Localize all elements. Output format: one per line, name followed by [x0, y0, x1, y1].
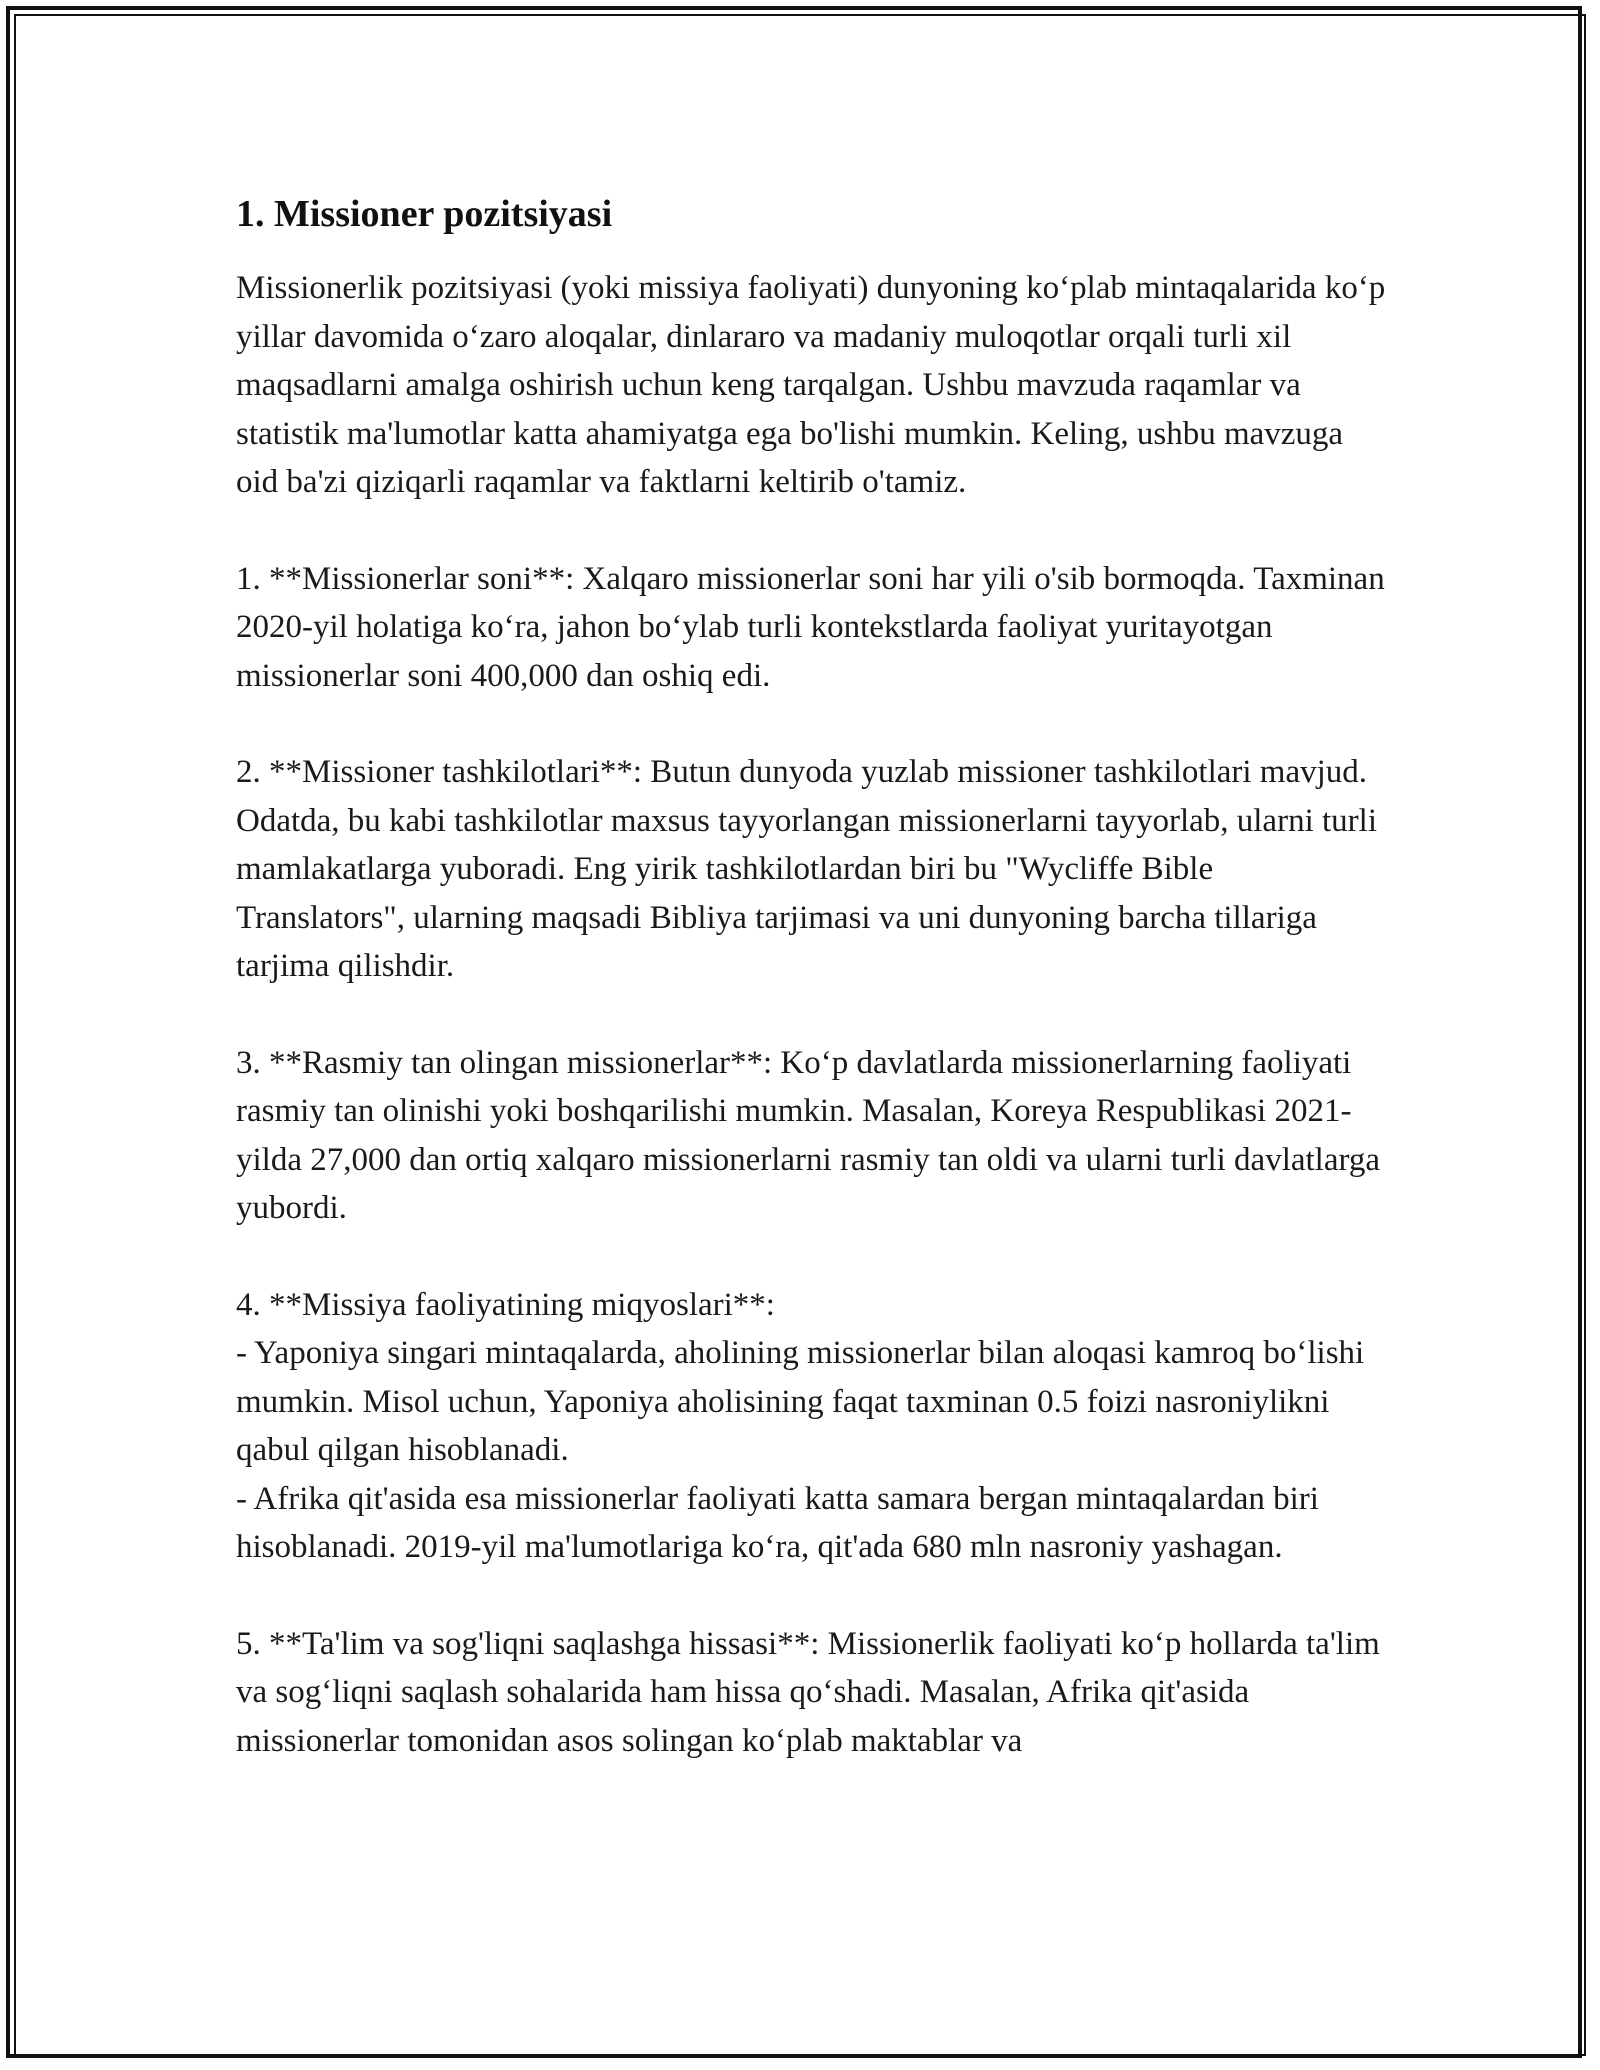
list-item-mission-scale: 4. **Missiya faoliyatining miqyoslari**: - Yaponiya singari mintaqalarda, aholining missionerlar bilan aloqasi kamroq bo‘lishi mumkin. Misol uchun, Yaponiya aholisining faqat taxminan 0.5 foizi nasroniylikni qabul qilgan hisoblanadi. - Afrika qit'asida esa missionerlar faoliyati katta samara bergan mintaqalardan biri hisoblanadi. 2019-yil ma'lumotlariga ko‘ra, qit'ada 680 mln nasroniy yashagan.: [236, 1286, 1365, 1565]
list-item-education-health: 5. **Ta'lim va sog'liqni saqlashga hissasi**: Missionerlik faoliyati ko‘p hollarda ta'lim va sog‘liqni saqlash sohalarida ham hissa qo‘shadi. Masalan, Afrika qit'asida missionerlar tomonidan asos solingan ko‘plab maktablar va: [236, 1625, 1380, 1759]
section-title: 1. Missioner pozitsiyasi: [236, 193, 613, 235]
document-body: [236, 186, 1386, 1813]
list-item-recognized-missionaries: 3. **Rasmiy tan olingan missionerlar**: Ko‘p davlatlarda missionerlarning faoliyati rasmiy tan olinishi yoki boshqarilishi mumkin. Masalan, Koreya Respublikasi 2021-yilda 27,000 dan ortiq xalqaro missionerlarni rasmiy tan oldi va ularni turli davlatlarga yubordi.: [236, 1044, 1381, 1226]
intro-paragraph: Missionerlik pozitsiyasi (yoki missiya faoliyati) dunyoning ko‘plab mintaqalarida ko‘p yillar davomida o‘zaro aloqalar, dinlararo va madaniy muloqotlar orqali turli xil maqsadlarni amalga oshirish uchun keng tarqalgan. Ushbu mavzuda raqamlar va statistik ma'lumotlar katta ahamiyatga ega bo'lishi mumkin. Keling, ushbu mavzuga oid ba'zi qiziqarli raqamlar va faktlarni keltirib o'tamiz.: [236, 270, 1386, 500]
list-item-missionary-organizations: 2. **Missioner tashkilotlari**: Butun dunyoda yuzlab missioner tashkilotlari mavjud. Odatda, bu kabi tashkilotlar maxsus tayyorlangan missionerlarni tayyorlab, ularni turli mamlakatlarga yuboradi. Eng yirik tashkilotlardan biri bu "Wycliffe Bible Translators", ularning maqsadi Bibliya tarjimasi va uni dunyoning barcha tillariga tarjima qilishdir.: [236, 754, 1377, 984]
list-item-missionaries-count: 1. **Missionerlar soni**: Xalqaro missionerlar soni har yili o'sib bormoqda. Taxminan 2020-yil holatiga ko‘ra, jahon bo‘ylab turli kontekstlarda faoliyat yuritayotgan missionerlar soni 400,000 dan oshiq edi.: [236, 560, 1385, 694]
